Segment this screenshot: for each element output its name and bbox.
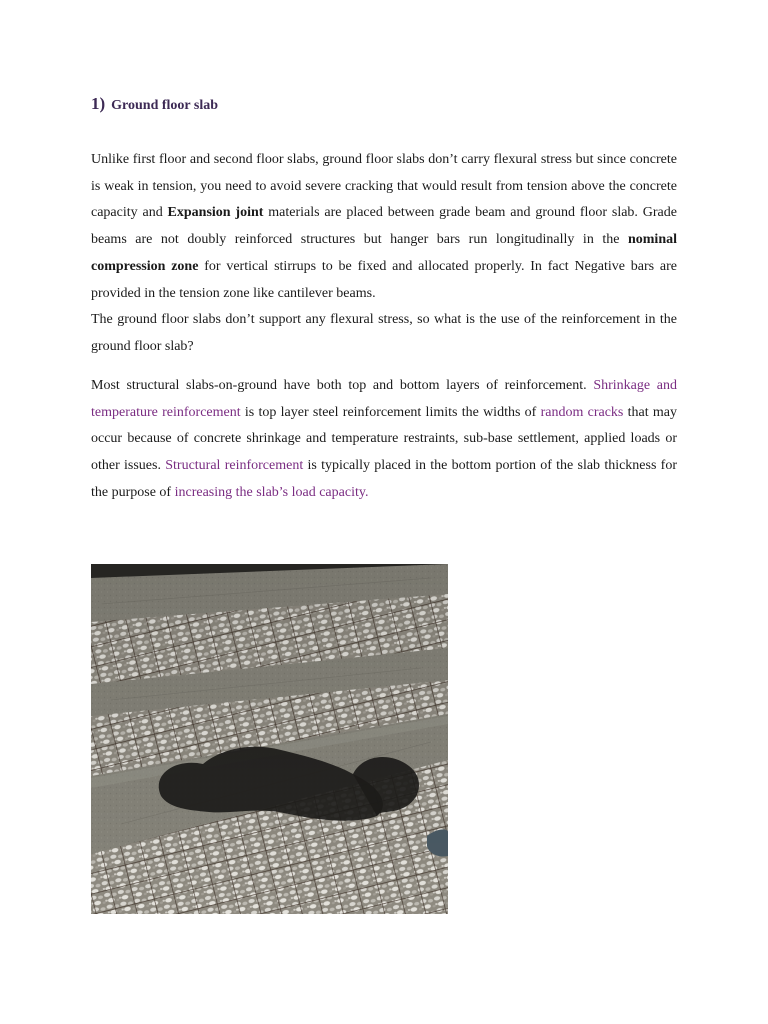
link-random-cracks[interactable]: random cracks	[540, 404, 624, 420]
paragraph-question: The ground floor slabs don’t support any flexural stress, so what is the use of the reinforcement in the ground floor slab?	[91, 312, 677, 354]
paragraph-text: that may occur because of concrete shrinkage and temperature restraints, sub-base settlement, applied loads or other issues.	[91, 404, 677, 474]
slab-reinforcement-photo	[91, 564, 448, 914]
section-heading	[91, 94, 218, 114]
link-shrinkage-temperature-reinforcement[interactable]: Shrinkage and temperature reinforcement	[91, 378, 677, 420]
link-increasing-load-capacity[interactable]: increasing the slab’s load capacity	[174, 484, 365, 500]
paragraph-text: Most structural slabs-on-ground have both top and bottom layers of reinforcement.	[91, 378, 594, 393]
paragraph-text: is top layer steel reinforcement limits the widths of	[240, 404, 541, 420]
paragraph-reinforcement-layers	[91, 373, 677, 507]
paragraph-text: is typically placed in the bottom portion of the slab thickness for the purpose of	[91, 458, 677, 500]
link-structural-reinforcement[interactable]: Structural reinforcement	[165, 458, 304, 474]
section-title: Ground floor slab	[111, 98, 219, 113]
bold-term-expansion-joint: Expansion joint	[167, 205, 264, 221]
paragraph-text: for vertical stirrups to be fixed and allocated properly. In fact Negative bars are provided in the tension zone like cantilever beams.	[91, 258, 678, 301]
paragraph-text: materials are placed between grade beam and ground floor slab. Grade beams are not doubly reinforced structures but hanger bars run longitudinally in the	[91, 205, 677, 248]
section-number: 1)	[91, 94, 106, 113]
paragraph-period: .	[364, 484, 369, 500]
paragraph-ground-slab-intro	[91, 147, 677, 307]
bold-term-nominal-compression-zone: nominal compression zone	[91, 232, 677, 274]
paragraph-text: Unlike first floor and second floor slabs, ground floor slabs don’t carry flexural stress but since concrete is weak in tension, you need to avoid severe cracking that would result from tension above the concrete capacity and	[91, 152, 677, 221]
